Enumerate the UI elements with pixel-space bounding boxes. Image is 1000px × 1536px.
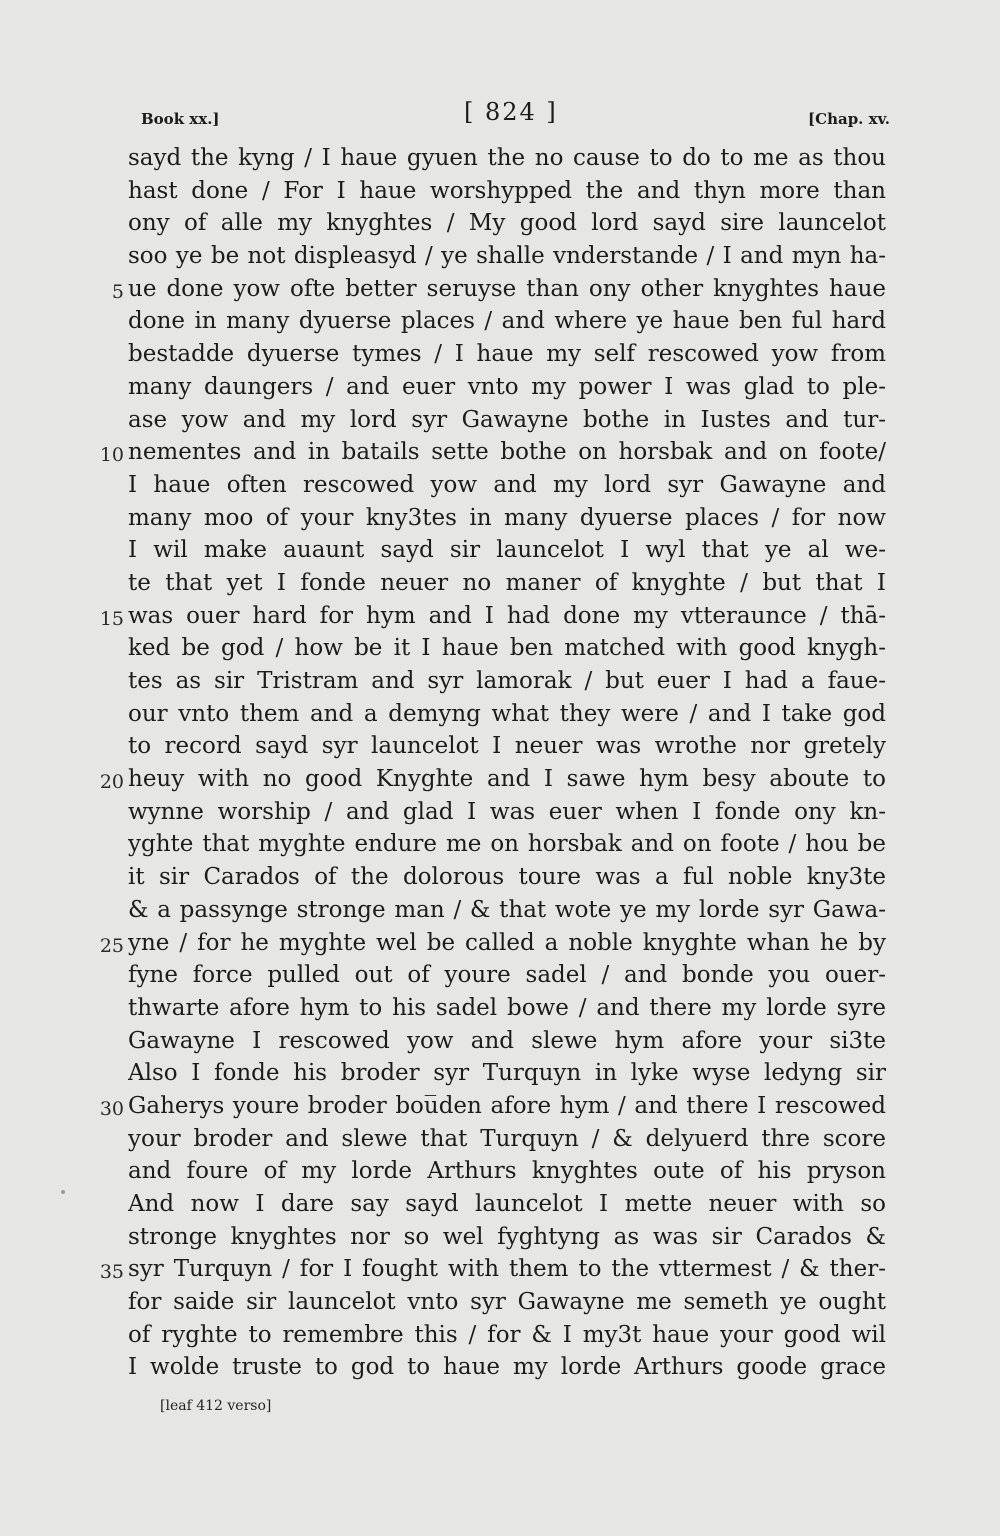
line-text: & a passynge stronge man / & that wote ye my lorde syr Gawa-	[128, 896, 886, 923]
line-number: 30	[99, 1097, 124, 1120]
text-line	[0, 1286, 1000, 1319]
text-line	[0, 240, 1000, 273]
line-text: of ryghte to remembre this / for & I my3t haue your good wil	[128, 1321, 886, 1348]
page-number: [ 824 ]	[464, 98, 558, 126]
text-line	[0, 1319, 1000, 1352]
text-line	[0, 273, 1000, 306]
text-line	[0, 1123, 1000, 1156]
line-text: sayd the kyng / I haue gyuen the no cause to do to me as thou	[128, 145, 886, 171]
line-text: I haue often rescowed yow and my lord syr Gawayne and	[128, 471, 886, 498]
line-text: and foure of my lorde Arthurs knyghtes oute of his pryson	[128, 1158, 886, 1185]
line-text: And now I dare say sayd launcelot I mette neuer with so	[128, 1191, 886, 1217]
text-line	[0, 1090, 1000, 1123]
running-head	[0, 98, 1000, 132]
text-line	[0, 1351, 1000, 1384]
text-line	[0, 1221, 1000, 1254]
text-line	[0, 1025, 1000, 1058]
text-line	[0, 305, 1000, 338]
line-text: fyne force pulled out of youre sadel / and bonde you ouer-	[128, 962, 886, 989]
line-text: ony of alle my knyghtes / My good lord sayd sire launcelot	[128, 210, 886, 237]
text-line	[0, 142, 1000, 175]
line-text: Gaherys youre broder bou̅den afore hym / and there I rescowed	[128, 1092, 886, 1119]
chapter-label: [Chap. xv.	[808, 110, 890, 128]
line-text: your broder and slewe that Turquyn / & delyuerd thre score	[128, 1125, 886, 1152]
line-text: yne / for he myghte wel be called a noble knyghte whan he by	[128, 929, 886, 956]
text-line	[0, 796, 1000, 829]
line-text: hast done / For I haue worshypped the and thyn more than	[128, 177, 886, 204]
text-line	[0, 175, 1000, 208]
line-text: many moo of your kny3tes in many dyuerse places / for now	[128, 504, 886, 531]
line-text: many daungers / and euer vnto my power I was glad to ple-	[128, 373, 886, 400]
line-text: Also I fonde his broder syr Turquyn in lyke wyse ledyng sir	[128, 1060, 886, 1087]
text-line	[0, 371, 1000, 404]
line-text: done in many dyuerse places / and where ye haue ben ful hard	[128, 308, 886, 335]
line-text: was ouer hard for hym and I had done my vtteraunce / thā-	[128, 602, 886, 629]
line-number: 15	[99, 607, 124, 630]
line-text: ase yow and my lord syr Gawayne bothe in Iustes and tur-	[128, 406, 886, 433]
text-line	[0, 1155, 1000, 1188]
line-text: our vnto them and a demyng what they were / and I take god	[128, 700, 886, 727]
text-line	[0, 861, 1000, 894]
line-text: I wil make auaunt sayd sir launcelot I wyl that ye al we-	[128, 537, 886, 564]
text-line	[0, 959, 1000, 992]
text-line	[0, 338, 1000, 371]
line-number: 20	[99, 771, 124, 794]
line-text: ue done yow ofte better seruyse than ony other knyghtes haue	[128, 275, 886, 302]
text-line	[0, 600, 1000, 633]
leaf-note: [leaf 412 verso]	[160, 1398, 272, 1414]
text-line	[0, 632, 1000, 665]
line-number: 25	[99, 934, 124, 957]
text-line	[0, 698, 1000, 731]
line-text: I wolde truste to god to haue my lorde Arthurs goode grace	[128, 1354, 886, 1381]
text-line	[0, 1188, 1000, 1221]
line-text: for saide sir launcelot vnto syr Gawayne me semeth ye ought	[128, 1289, 886, 1316]
line-text: Gawayne I rescowed yow and slewe hym afore your si3te	[128, 1027, 886, 1054]
text-line	[0, 567, 1000, 600]
line-text: it sir Carados of the dolorous toure was a ful noble kny3te	[128, 864, 886, 891]
body-text	[0, 142, 1000, 1384]
line-text: syr Turquyn / for I fought with them to the vttermest / & ther-	[128, 1256, 886, 1283]
paper-speck	[61, 1190, 65, 1194]
text-line	[0, 828, 1000, 861]
text-line	[0, 469, 1000, 502]
text-line	[0, 665, 1000, 698]
text-line	[0, 534, 1000, 567]
line-text: heuy with no good Knyghte and I sawe hym besy aboute to	[128, 766, 886, 793]
line-text: yghte that myghte endure me on horsbak and on foote / hou be	[128, 831, 886, 858]
text-line	[0, 894, 1000, 927]
line-text: nementes and in batails sette bothe on horsbak and on foote/	[128, 439, 886, 466]
text-line	[0, 992, 1000, 1025]
line-text: stronge knyghtes nor so wel fyghtyng as was sir Carados &	[128, 1223, 886, 1250]
line-number: 5	[111, 280, 124, 303]
text-line	[0, 436, 1000, 469]
line-text: wynne worship / and glad I was euer when I fonde ony kn-	[128, 798, 886, 825]
line-number: 35	[99, 1261, 124, 1284]
text-line	[0, 207, 1000, 240]
line-text: to record sayd syr launcelot I neuer was wrothe nor gretely	[128, 733, 886, 760]
text-line	[0, 502, 1000, 535]
text-line	[0, 763, 1000, 796]
text-line	[0, 404, 1000, 437]
line-text: soo ye be not displeasyd / ye shalle vnderstande / I and myn ha-	[128, 243, 886, 270]
book-label: Book xx.]	[141, 110, 220, 128]
text-line	[0, 1253, 1000, 1286]
text-line	[0, 927, 1000, 960]
text-line	[0, 1057, 1000, 1090]
line-text: bestadde dyuerse tymes / I haue my self rescowed yow from	[128, 341, 886, 368]
line-text: ked be god / how be it I haue ben matched with good knygh-	[128, 635, 886, 662]
line-text: thwarte afore hym to his sadel bowe / and there my lorde syre	[128, 994, 886, 1021]
text-line	[0, 730, 1000, 763]
line-text: tes as sir Tristram and syr lamorak / but euer I had a faue-	[128, 668, 886, 694]
line-text: te that yet I fonde neuer no maner of knyghte / but that I	[128, 569, 886, 596]
line-number: 10	[99, 444, 124, 467]
